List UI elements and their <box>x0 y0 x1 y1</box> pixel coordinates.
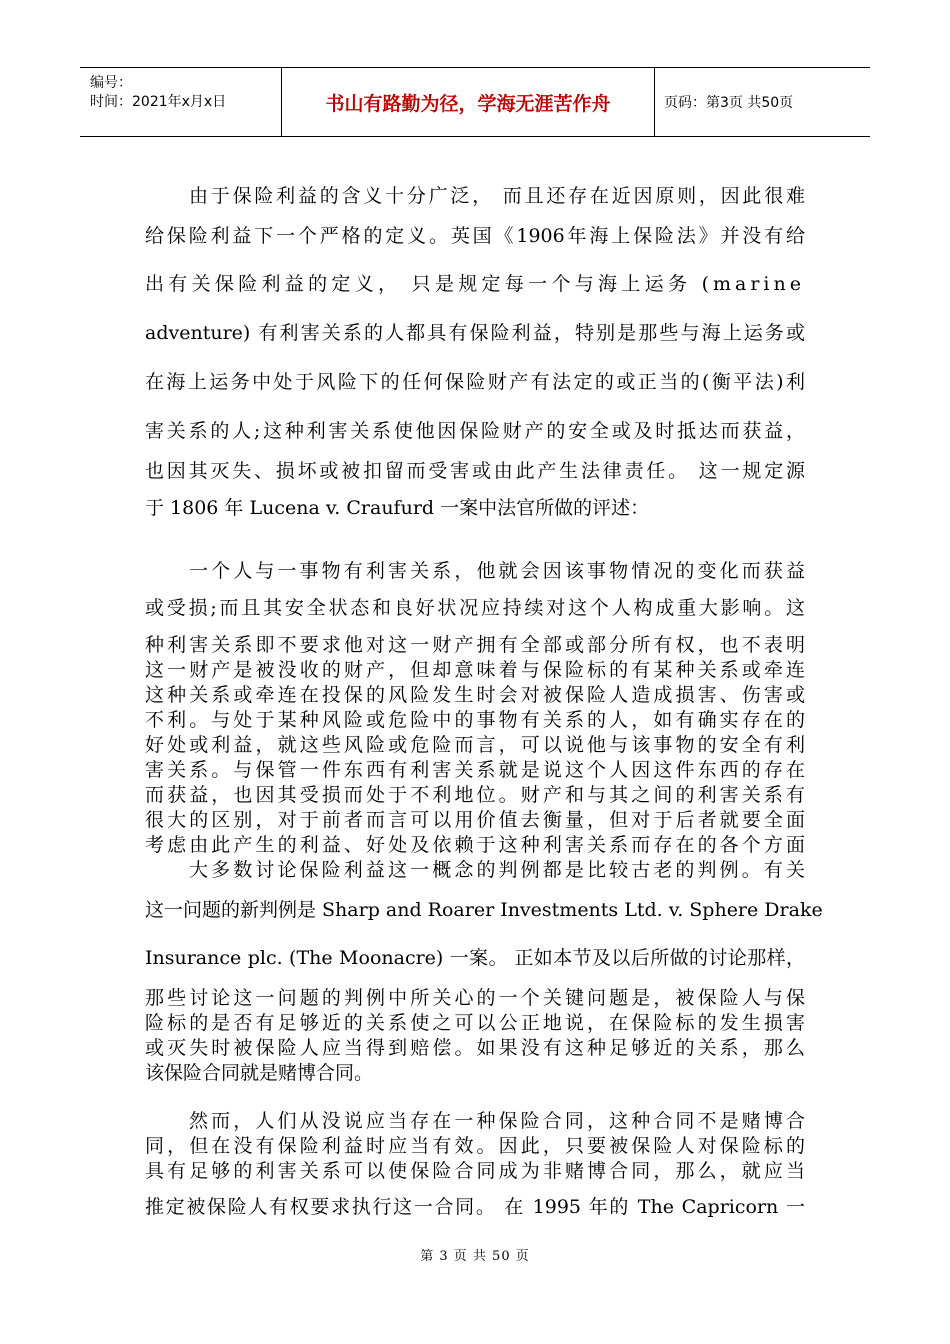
header-meta <box>90 74 226 112</box>
body-line: 然而，人们从没说应当存在一种保险合同，这种合同不是赌博合 <box>189 1110 805 1132</box>
header-number-label: 编号： <box>90 75 132 91</box>
page-footer: 第 3 页 共 50 页 <box>420 1249 530 1264</box>
body-line: 出有关保险利益的定义， 只是规定每一个与海上运务 (marine <box>145 273 805 295</box>
body-line: 害关系。与保管一件东西有利害关系就是说这个人因这件东西的存在 <box>145 759 805 781</box>
header-page-info: 页码：第3页 共50页 <box>664 95 794 111</box>
body-line: 给保险利益下一个严格的定义。英国《1906年海上保险法》并没有给 <box>145 225 805 247</box>
body-line: 该保险合同就是赌博合同。 <box>145 1062 374 1084</box>
body-line: 害关系的人;这种利害关系使他因保险财产的安全或及时抵达而获益， <box>145 420 805 442</box>
body-line: 而获益，也因其受损而处于不利地位。财产和与其之间的利害关系有 <box>145 784 805 806</box>
body-line: adventure) 有利害关系的人都具有保险利益，特别是那些与海上运务或 <box>145 322 805 344</box>
body-line: 考虑由此产生的利益、好处及依赖于这种利害关系而存在的各个方面 <box>145 834 805 856</box>
body-line: Insurance plc. (The Moonacre) 一案。 正如本节及以后所做的讨论那样， <box>145 947 805 969</box>
body-line: 不利。与处于某种风险或危险中的事物有关系的人，如有确实存在的 <box>145 709 805 731</box>
body-line: 险标的是否有足够近的关系使之可以公正地说，在保险标的发生损害 <box>145 1012 805 1034</box>
body-line: 推定被保险人有权要求执行这一合同。 在 1995 年的 The Capricorn 一 <box>145 1196 805 1218</box>
body-line: 在海上运务中处于风险下的任何保险财产有法定的或正当的(衡平法)利 <box>145 371 805 393</box>
header-motto: 书山有路勤为径，学海无涯苦作舟 <box>325 92 611 115</box>
body-line: 大多数讨论保险利益这一概念的判例都是比较古老的判例。有关 <box>189 859 805 881</box>
page-header <box>80 67 870 137</box>
header-divider <box>654 68 655 136</box>
header-date-label: 时间：2021年x月x日 <box>90 94 227 110</box>
body-line: 好处或利益，就这些风险或危险而言，可以说他与该事物的安全有利 <box>145 734 805 756</box>
body-line: 一个人与一事物有利害关系，他就会因该事物情况的变化而获益 <box>189 560 805 582</box>
body-line: 具有足够的利害关系可以使保险合同成为非赌博合同，那么，就应当 <box>145 1160 805 1182</box>
body-line: 同，但在没有保险利益时应当有效。因此，只要被保险人对保险标的 <box>145 1135 805 1157</box>
body-line: 这种关系或牵连在投保的风险发生时会对被保险人造成损害、伤害或 <box>145 684 805 706</box>
body-line: 由于保险利益的含义十分广泛， 而且还存在近因原则，因此很难 <box>189 185 805 207</box>
body-line: 于 1806 年 Lucena v. Craufurd 一案中法官所做的评述： <box>145 497 650 519</box>
body-line: 这一问题的新判例是 Sharp and Roarer Investments Ltd. v. Sphere Drake <box>145 899 823 921</box>
body-line: 这一财产是被没收的财产，但却意味着与保险标的有某种关系或牵连 <box>145 659 805 681</box>
body-line: 或受损;而且其安全状态和良好状况应持续对这个人构成重大影响。这 <box>145 597 805 619</box>
body-line: 种利害关系即不要求他对这一财产拥有全部或部分所有权，也不表明 <box>145 634 805 656</box>
body-line: 那些讨论这一问题的判例中所关心的一个关键问题是，被保险人与保 <box>145 987 805 1009</box>
body-line: 很大的区别，对于前者而言可以用价值去衡量，但对于后者就要全面 <box>145 809 805 831</box>
body-line: 或灭失时被保险人应当得到赔偿。如果没有这种足够近的关系，那么 <box>145 1037 805 1059</box>
body-line: 也因其灭失、损坏或被扣留而受害或由此产生法律责任。 这一规定源 <box>145 460 805 482</box>
